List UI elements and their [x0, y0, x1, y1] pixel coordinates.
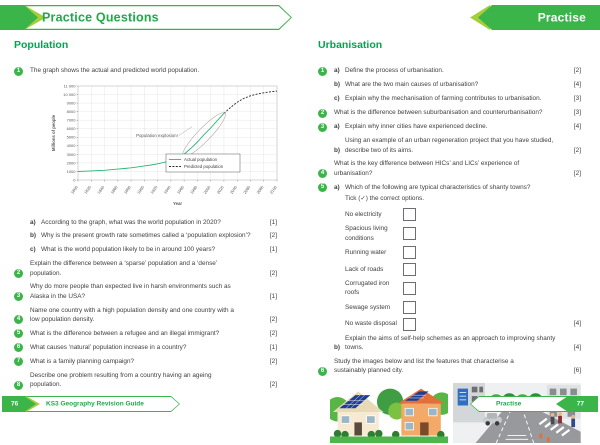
marks-value: [3] — [573, 95, 581, 103]
y-tick-label: 10 000 — [63, 92, 76, 98]
marks-value: [6] — [573, 367, 581, 375]
marks-value: [2] — [269, 269, 277, 277]
x-tick-label: 2100 — [268, 185, 278, 196]
question-number-badge: 4 — [14, 315, 23, 324]
urbanisation-questions-list-b — [318, 334, 581, 376]
y-tick-label: 1000 — [66, 169, 76, 175]
question-number-badge: 6 — [14, 343, 23, 352]
x-tick-label: 1920 — [149, 185, 159, 196]
question-number-badge: 2 — [14, 269, 23, 278]
population-questions-list — [14, 218, 277, 390]
x-tick-label: 1840 — [96, 185, 106, 196]
question-number-column — [14, 268, 30, 278]
world-population-chart — [48, 80, 277, 211]
question-part-label: a) — [334, 67, 340, 75]
question-row — [14, 343, 277, 353]
question-number-column — [14, 66, 30, 76]
question-number-column — [14, 343, 30, 353]
x-tick-label: 2060 — [242, 185, 252, 196]
question-part-label: b) — [334, 146, 341, 154]
question-text: Which of the following are typical characteristics of shanty towns? — [345, 183, 531, 191]
question-text: Study the images below and list the features that characterise a sustainably planned city. — [334, 358, 514, 375]
page-number: 76 — [11, 400, 19, 408]
question-1-intro — [14, 66, 277, 76]
question-row — [14, 66, 277, 76]
question-text: The graph shows the actual and predicted world population. — [30, 67, 200, 75]
question-text: What causes ‘natural’ population increase in a country? — [30, 344, 187, 351]
page-number: 77 — [576, 400, 584, 408]
tick-checkbox[interactable] — [403, 246, 416, 259]
question-text: Using an example of an urban regeneration project that you have studied, describe two of its aims. — [345, 137, 554, 154]
question-row — [318, 80, 581, 89]
question-row — [14, 357, 277, 367]
question-row — [14, 371, 277, 390]
question-text: Why is the present growth rate sometimes called a ‘population explosion’? — [41, 232, 251, 240]
x-tick-label: 1860 — [109, 185, 119, 196]
practice-questions-banner — [0, 5, 292, 30]
urbanisation-page — [318, 38, 581, 445]
question-number-column — [318, 183, 334, 193]
y-axis-title: Millions of people — [51, 115, 56, 152]
question-row — [318, 183, 581, 193]
question-text: Define the process of urbanisation. — [345, 67, 444, 75]
question-text: What is the difference between a refugee and an illegal immigrant? — [30, 329, 220, 337]
x-tick-label: 1800 — [69, 185, 79, 196]
tick-checkbox[interactable] — [403, 318, 416, 331]
question-number-badge: 2 — [318, 109, 327, 118]
legend-entry-label: Predicted population — [184, 164, 224, 170]
question-number-badge: 7 — [14, 357, 23, 366]
question-number-column — [14, 329, 30, 339]
question-number-badge: 3 — [318, 123, 327, 132]
street-sign-icon — [458, 388, 468, 405]
question-part-label: b) — [334, 81, 341, 89]
checklist-item-label: Spacious living conditions — [345, 225, 388, 242]
question-instruction: Tick (✓) the correct options. — [345, 195, 424, 203]
question-row — [318, 159, 581, 178]
checklist-row — [345, 263, 581, 276]
question-text: What is the difference between suburbanisation and counterurbanisation? — [334, 109, 543, 117]
tick-checkbox[interactable] — [403, 227, 416, 240]
question-text: What is a family planning campaign? — [30, 358, 135, 366]
question-part-label: a) — [30, 218, 36, 226]
question-number-badge: 5 — [318, 183, 327, 192]
question-part-label: a) — [334, 123, 340, 131]
x-axis-title: Year — [172, 201, 183, 207]
question-row — [14, 282, 277, 301]
question-text: According to the graph, what was the world population in 2020? — [41, 218, 221, 226]
annotation-label: Population explosion! — [136, 133, 178, 139]
city-street-illustration — [453, 381, 581, 445]
section-title-urbanisation: Urbanisation — [318, 39, 383, 51]
population-line-chart — [48, 80, 284, 208]
checklist-item-label: Lack of roads — [345, 265, 384, 273]
question-text: Explain why inner cities have experienced decline. — [345, 123, 488, 131]
annotation-leader-line — [179, 127, 192, 136]
question-number-column — [14, 291, 30, 301]
question-row — [14, 329, 277, 339]
question-text: What are the two main causes of urbanisation? — [345, 81, 479, 89]
question-row — [14, 218, 277, 227]
sustainable-city-images — [330, 381, 581, 445]
checklist-row — [345, 301, 581, 314]
question-row — [318, 66, 581, 76]
right-page-header-title: Practise — [537, 10, 586, 25]
question-number-badge: 5 — [14, 329, 23, 338]
question-number-column — [318, 168, 334, 178]
question-number-column — [14, 380, 30, 390]
marks-value: [2] — [269, 232, 277, 240]
marks-value: [4] — [573, 320, 581, 328]
question-number-column — [318, 108, 334, 118]
marks-value: [2] — [269, 358, 277, 366]
x-tick-label: 2080 — [255, 185, 265, 196]
question-number-badge: 1 — [14, 67, 23, 76]
y-tick-label: 3000 — [66, 152, 76, 158]
marks-value: [2] — [573, 146, 581, 154]
y-tick-label: 0 — [73, 177, 76, 183]
question-number-badge: 6 — [318, 367, 327, 376]
x-tick-label: 1820 — [82, 185, 93, 196]
x-tick-label: 1900 — [135, 185, 146, 196]
question-row — [318, 334, 581, 353]
y-tick-label: 8000 — [66, 109, 76, 115]
tick-checkbox[interactable] — [403, 282, 416, 295]
marks-value: [3] — [573, 109, 581, 117]
marks-value: [2] — [573, 169, 581, 177]
y-tick-label: 7000 — [66, 117, 76, 123]
question-text: Explain the aims of self-help schemes as an approach to improving shanty towns. — [345, 334, 556, 352]
shanty-town-checklist — [318, 208, 581, 330]
y-tick-label: 6000 — [66, 126, 76, 132]
eco-houses-illustration — [330, 381, 448, 445]
question-row — [14, 231, 277, 240]
marks-value: [2] — [269, 329, 277, 337]
checklist-row — [345, 246, 581, 259]
left-page-footer — [2, 396, 180, 412]
y-tick-label: 4000 — [66, 143, 76, 149]
checklist-row — [345, 224, 581, 243]
question-row — [14, 245, 277, 254]
question-row — [318, 94, 581, 103]
marks-value: [2] — [269, 381, 277, 389]
question-text: What is the world population likely to be in around 100 years? — [41, 246, 216, 254]
marks-value: [1] — [269, 218, 277, 226]
right-page-footer — [470, 396, 598, 412]
x-tick-label: 2040 — [228, 185, 239, 196]
x-tick-label: 2000 — [202, 185, 212, 196]
y-tick-label: 5000 — [66, 134, 76, 140]
question-part-label: c) — [334, 95, 340, 103]
footer-section-label: Practise — [496, 400, 522, 408]
question-number-column — [318, 66, 334, 76]
x-tick-label: 1980 — [189, 185, 199, 196]
question-row — [318, 108, 581, 118]
marks-value: [2] — [269, 315, 277, 323]
checklist-item-label: No electricity — [345, 210, 382, 218]
x-tick-label: 2020 — [215, 185, 225, 196]
x-tick-label: 1940 — [162, 185, 172, 196]
question-row — [318, 136, 581, 155]
checklist-item-label: Sewage system — [345, 303, 391, 311]
marks-value: [2] — [573, 67, 581, 75]
checklist-row — [345, 208, 581, 221]
practise-banner — [470, 5, 600, 30]
question-number-column — [14, 357, 30, 367]
question-text: Why do more people than expected live in harsh environments such as Alaska in the USA? — [30, 283, 231, 300]
urbanisation-questions-list-a — [318, 66, 581, 203]
question-number-badge: 1 — [318, 67, 327, 76]
question-text: Name one country with a high population density and one country with a low population density. — [30, 306, 234, 323]
legend-entry-label: Actual population — [184, 157, 217, 163]
question-part-label: b) — [334, 344, 341, 352]
question-row — [318, 357, 581, 376]
checklist-row — [345, 279, 581, 298]
checklist-item-label: Running water — [345, 249, 387, 257]
marks-value: [4] — [573, 123, 581, 131]
marks-value: [1] — [269, 246, 277, 254]
checklist-row — [345, 318, 581, 331]
tick-checkbox[interactable] — [403, 301, 416, 314]
y-tick-label: 11 000 — [63, 83, 76, 89]
y-tick-label: 2000 — [66, 160, 76, 166]
question-row — [14, 306, 277, 325]
question-text: Describe one problem resulting from a country having an ageing population. — [30, 371, 212, 389]
question-text: What is the key difference between HICs’ and LICs’ experience of urbanisation? — [334, 160, 520, 177]
marks-value: [1] — [269, 344, 277, 351]
question-number-column — [318, 366, 334, 376]
question-text: Explain why the mechanisation of farming contributes to urbanisation. — [345, 95, 542, 103]
tick-checkbox[interactable] — [403, 263, 416, 276]
question-number-column — [14, 315, 30, 325]
section-title-population: Population — [14, 39, 69, 51]
question-row — [318, 122, 581, 132]
book-title: KS3 Geography Revision Guide — [46, 400, 144, 408]
bollard-icon — [540, 433, 543, 438]
question-number-badge: 8 — [14, 381, 23, 390]
question-number-badge: 3 — [14, 292, 23, 301]
marks-value: [4] — [573, 81, 581, 89]
x-tick-label: 1960 — [175, 185, 185, 196]
tick-checkbox[interactable] — [403, 208, 416, 221]
marks-value: [4] — [573, 344, 581, 352]
marks-value: [1] — [269, 292, 277, 300]
question-row — [14, 259, 277, 278]
checklist-item-label: No waste disposal — [345, 320, 397, 328]
left-page-header-title: Practice Questions — [42, 10, 159, 25]
bollard-icon — [547, 437, 550, 442]
question-part-label: a) — [334, 183, 340, 191]
question-part-label: b) — [30, 232, 37, 240]
checklist-item-label: Corrugated iron roofs — [345, 280, 390, 297]
y-tick-label: 9000 — [66, 100, 76, 106]
question-number-column — [318, 122, 334, 132]
population-page — [14, 38, 277, 394]
x-tick-label: 1880 — [122, 185, 132, 196]
question-number-badge: 4 — [318, 169, 327, 178]
question-text: Explain the difference between a ‘sparse’ population and a ‘dense’ population. — [30, 260, 217, 277]
question-part-label: c) — [30, 246, 36, 254]
